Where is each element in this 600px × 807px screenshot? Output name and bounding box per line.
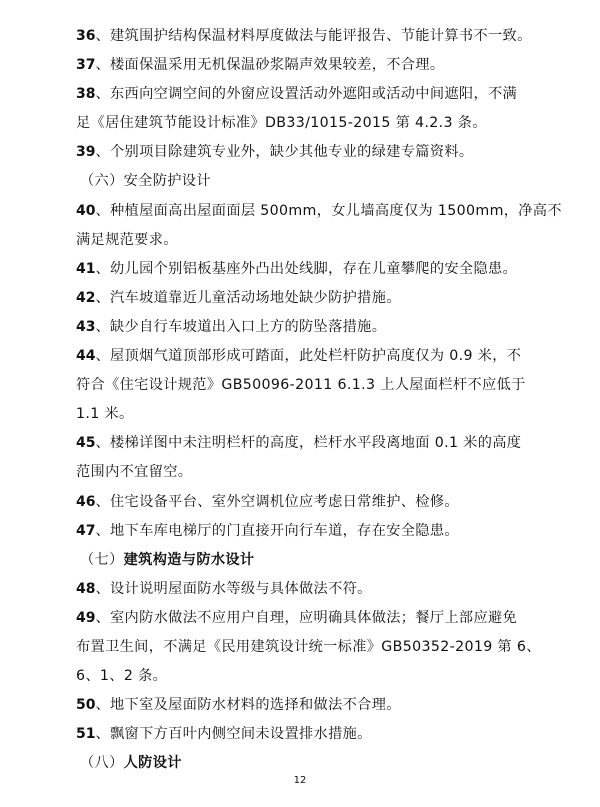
item-number: 40 (76, 202, 96, 219)
list-item (76, 51, 536, 80)
item-text: 、建筑围护结构保温材料厚度做法与能评报告、节能计算书不一致。 (95, 28, 532, 44)
item-number: 46 (76, 493, 96, 510)
section-title: 人防设计 (123, 755, 182, 772)
page-number: 12 (293, 775, 307, 786)
item-text: 、缺少自行车坡道出入口上方的防坠落措施。 (95, 318, 387, 335)
item-text: 、东西向空调空间的外窗应设置活动外遮阳或活动中间遮阳，不满 (95, 86, 518, 103)
item-number: 37 (76, 57, 96, 74)
item-text: 、飘窗下方百叶内侧空间未设置排水措施。 (95, 726, 372, 743)
item-text: 、楼梯详图中未注明栏杆的高度，栏杆水平段离地面 0.1 米的高度 (95, 435, 522, 452)
list-item (76, 313, 536, 342)
item-continuation (76, 371, 536, 400)
item-number: 42 (76, 289, 96, 306)
item-text: 足《居住建筑节能设计标准》DB33/1015-2015 第 4.2.3 条。 (76, 115, 487, 132)
item-number: 43 (76, 318, 96, 335)
item-text: 、屋顶烟气道顶部形成可踏面，此处栏杆防护高度仅为 0.9 米，不 (95, 348, 522, 365)
list-item (76, 691, 536, 720)
item-number: 47 (76, 522, 96, 539)
item-continuation (76, 400, 536, 429)
item-text: 、个别项目除建筑专业外，缺少其他专业的绿建专篇资料。 (95, 144, 474, 161)
item-text: 、汽车坡道靠近儿童活动场地处缺少防护措施。 (95, 289, 401, 306)
item-continuation (76, 633, 541, 662)
section-title: 建筑构造与防水设计 (123, 551, 255, 568)
list-item (76, 429, 536, 458)
item-number: 44 (76, 348, 96, 365)
item-number: 49 (76, 609, 96, 626)
item-number: 38 (76, 86, 96, 103)
item-number: 51 (76, 726, 96, 743)
list-item (76, 720, 536, 749)
section-heading (76, 546, 536, 575)
list-item (76, 284, 536, 313)
item-number: 45 (76, 435, 96, 452)
item-text: 、幼儿园个别铝板基座外凸出处线脚，存在儿童攀爬的安全隐患。 (95, 260, 518, 277)
list-item (76, 80, 536, 109)
list-item (76, 575, 536, 604)
list-item (76, 197, 562, 226)
item-continuation (76, 109, 536, 138)
item-text: 1.1 米。 (76, 406, 134, 423)
item-text: 、设计说明屋面防水等级与具体做法不符。 (95, 580, 372, 597)
list-item (76, 138, 536, 167)
section-heading (76, 167, 536, 196)
item-number: 39 (76, 144, 96, 161)
item-text: 、地下车库电梯厅的门直接开向行车道，存在安全隐患。 (95, 522, 459, 539)
list-item (76, 517, 536, 546)
section-prefix: （七） (80, 551, 124, 568)
document-body (76, 22, 562, 778)
list-item (76, 22, 536, 51)
section-prefix: （六） (80, 173, 124, 190)
item-number: 41 (76, 260, 96, 277)
item-number: 50 (76, 697, 96, 714)
item-text: 范围内不宜留空。 (76, 464, 193, 481)
item-text: 布置卫生间，不满足《民用建筑设计统一标准》GB50352-2019 第 6、 (76, 638, 541, 655)
item-continuation (76, 226, 536, 255)
item-text: 6、1、2 条。 (76, 668, 168, 685)
item-number: 36 (76, 28, 96, 44)
item-continuation (76, 662, 536, 691)
item-continuation (76, 458, 536, 487)
list-item (76, 604, 536, 633)
item-text: 、种植屋面高出屋面面层 500mm，女儿墙高度仅为 1500mm，净高不 (95, 202, 562, 219)
item-text: 、地下室及屋面防水材料的选择和做法不合理。 (95, 697, 401, 714)
item-text: 符合《住宅设计规范》GB50096-2011 6.1.3 上人屋面栏杆不应低于 (76, 377, 526, 394)
section-prefix: （八） (80, 755, 124, 772)
list-item (76, 342, 536, 371)
item-text: 、楼面保温采用无机保温砂浆隔声效果较差，不合理。 (95, 57, 445, 74)
item-text: 满足规范要求。 (76, 231, 178, 248)
item-text: 、住宅设备平台、室外空调机位应考虑日常维护、检修。 (95, 493, 459, 510)
section-title: 安全防护设计 (123, 173, 211, 190)
list-item (76, 488, 536, 517)
item-text: 、室内防水做法不应用户自理，应明确具体做法；餐厅上部应避免 (95, 609, 518, 626)
item-number: 48 (76, 580, 96, 597)
list-item (76, 255, 536, 284)
